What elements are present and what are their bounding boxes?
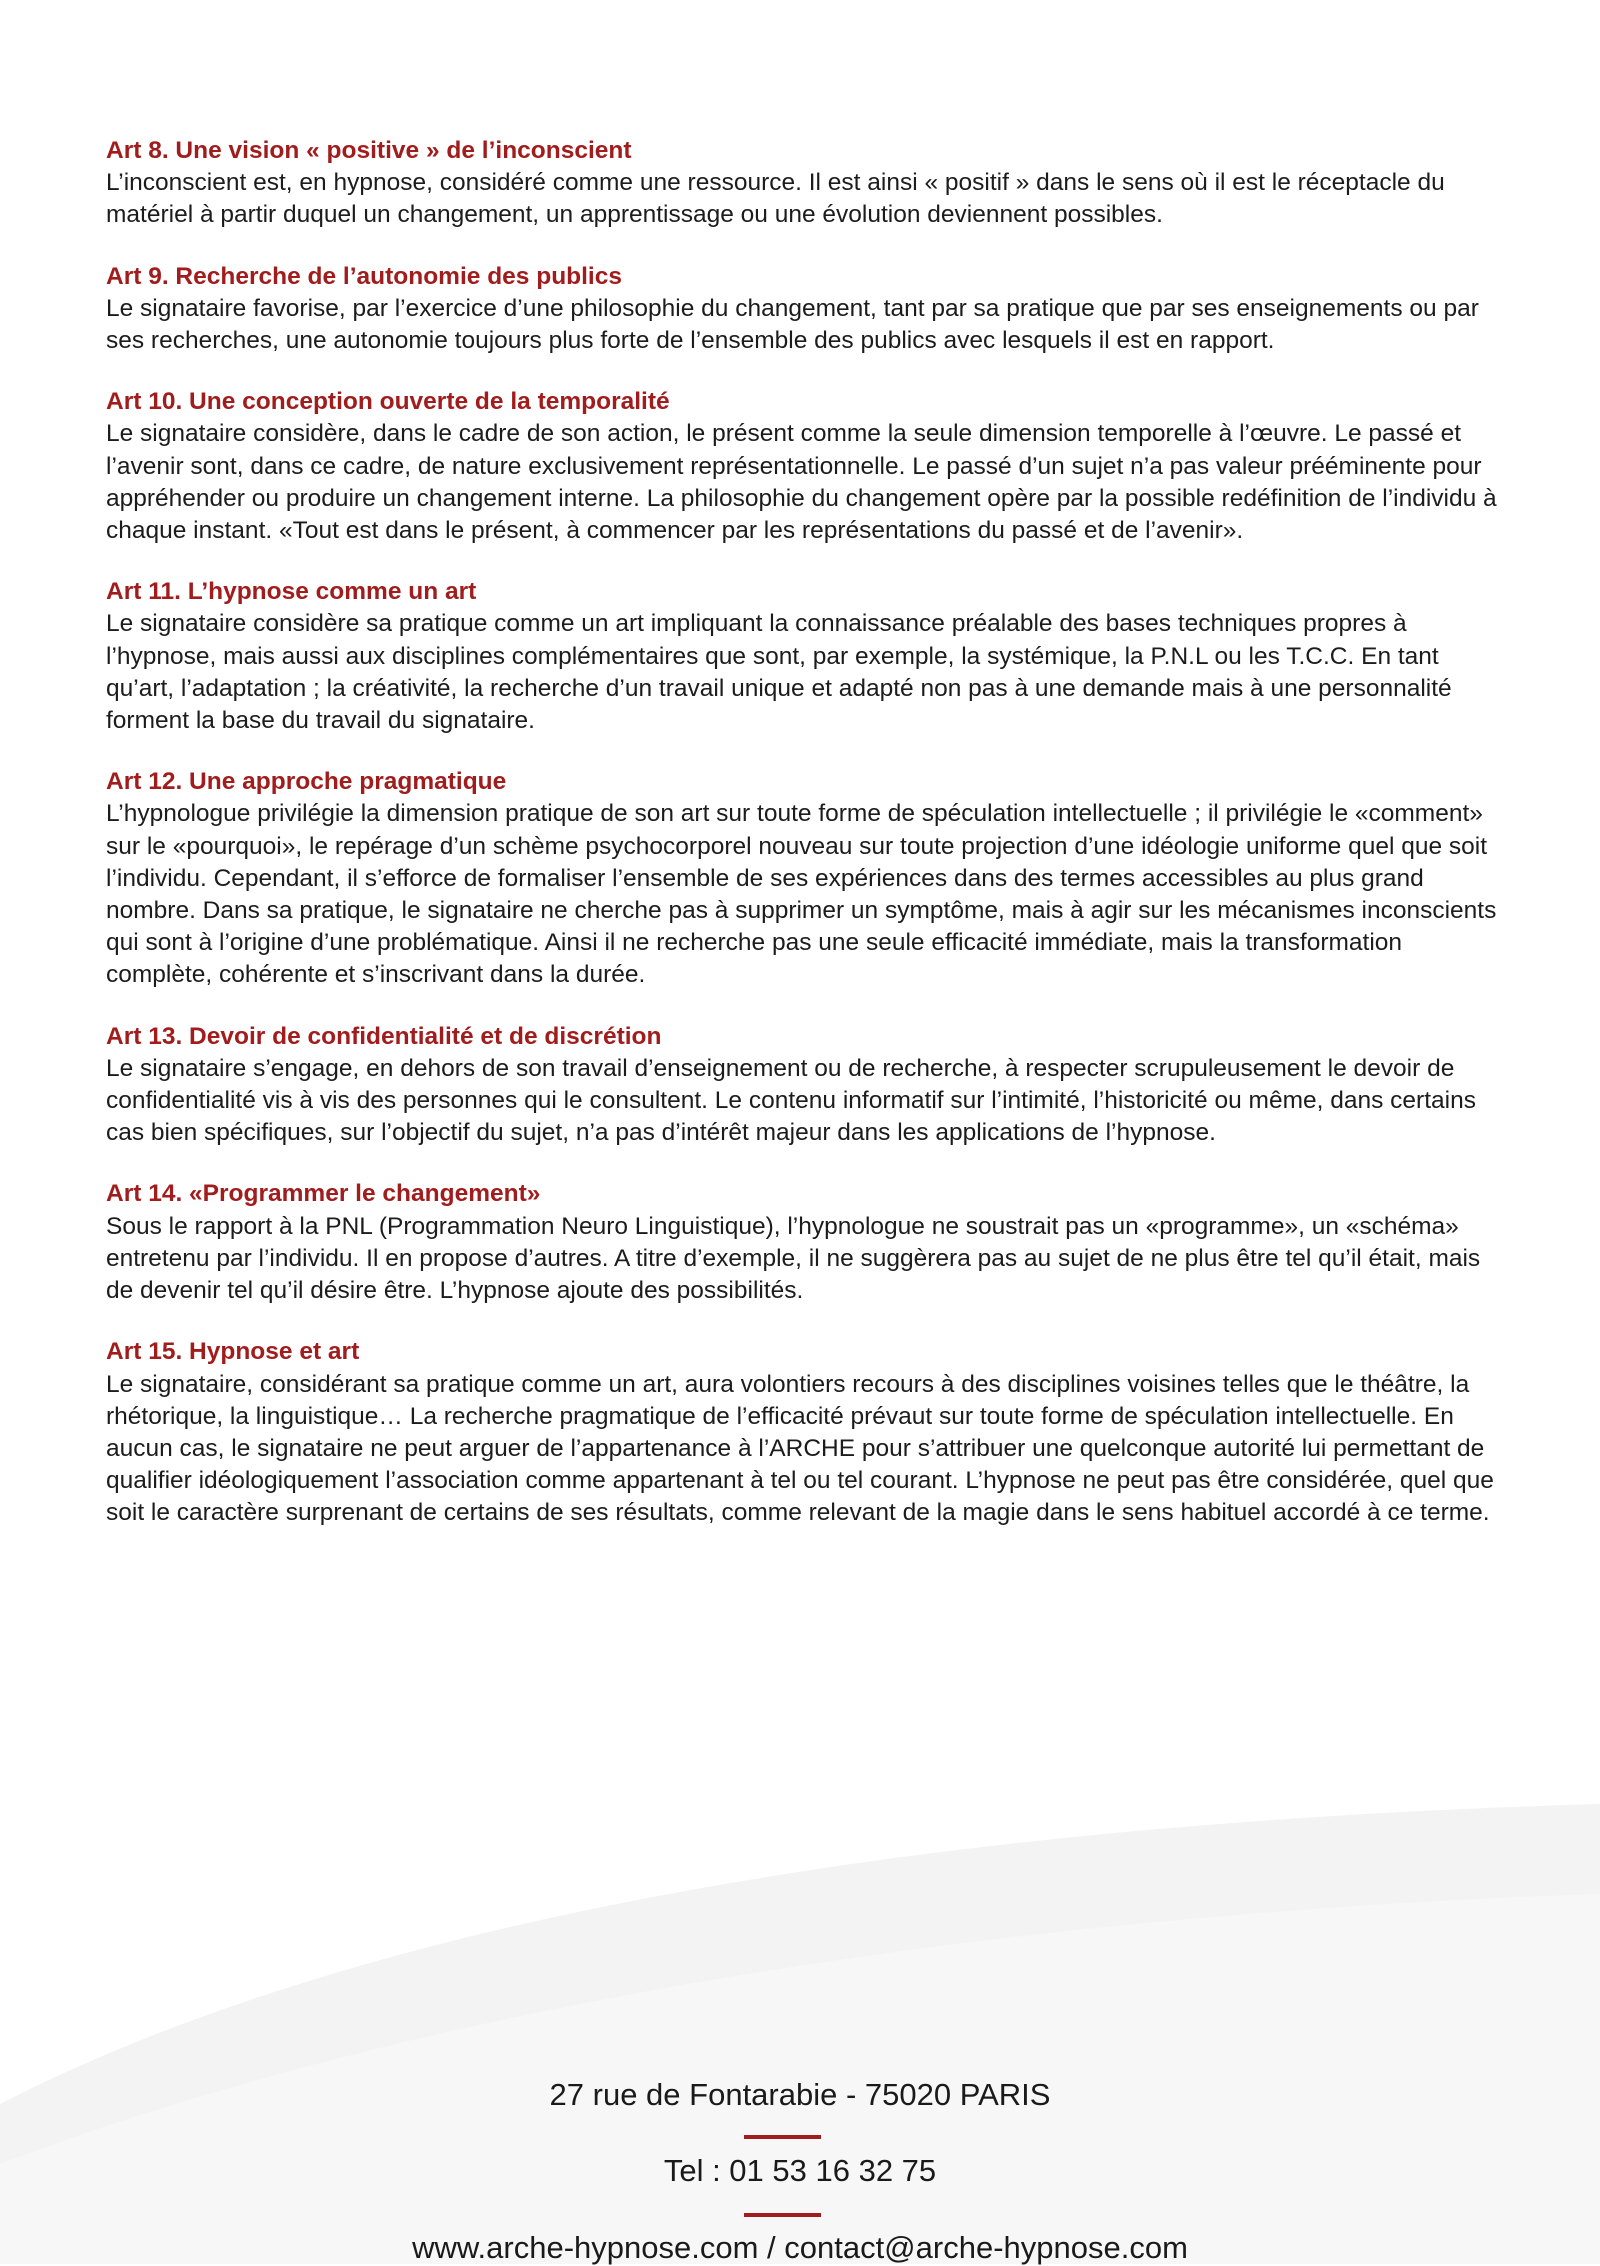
article-title: Art 13. Devoir de confidentialité et de discrétion bbox=[106, 1022, 662, 1050]
article-10 bbox=[106, 386, 1501, 547]
article-body: Sous le rapport à la PNL (Programmation Neuro Linguistique), l’hypnologue ne soustrait pas un «programme», un «schéma» entretenu par l’individu. Il en propose d’autres. A titre d’exemple, il ne suggèrera pas au sujet de ne plus être tel qu’il était, mais de devenir tel qu’il désire être. L’hypnose ajoute des possibilités. bbox=[106, 1212, 1481, 1305]
article-9 bbox=[106, 261, 1501, 358]
articles-section bbox=[106, 135, 1501, 1559]
article-body: Le signataire considère, dans le cadre de son action, le présent comme la seule dimension temporelle à l’œuvre. Le passé et l’avenir sont, dans ce cadre, de nature exclusivement représentationnelle. Le passé d’un sujet n’a pas valeur prééminente pour appréhender ou produire un changement interne. La philosophie du changement opère par la possible redéfinition de l’individu à chaque instant. «Tout est dans le présent, à commencer par les représentations du passé et de l’avenir». bbox=[106, 420, 1497, 545]
article-title: Art 15. Hypnose et art bbox=[106, 1338, 360, 1366]
article-body: Le signataire s’engage, en dehors de son travail d’enseignement ou de recherche, à respecter scrupuleusement le devoir de confidentialité vis à vis des personnes qui le consultent. Le contenu informatif sur l’intimité, l’historicité ou même, dans certains cas bien spécifiques, sur l’objectif du sujet, n’a pas d’intérêt majeur dans les applications de l’hypnose. bbox=[106, 1054, 1476, 1147]
article-title: Art 12. Une approche pragmatique bbox=[106, 768, 507, 796]
footer-divider bbox=[744, 2213, 821, 2217]
article-12 bbox=[106, 766, 1501, 991]
article-body: Le signataire favorise, par l’exercice d’une philosophie du changement, tant par sa pratique que par ses enseignements ou par ses recherches, une autonomie toujours plus forte de l’ensemble des publics avec lesquels il est en rapport. bbox=[106, 294, 1479, 355]
article-11 bbox=[106, 576, 1501, 737]
article-body: L’hypnologue privilégie la dimension pratique de son art sur toute forme de spéculation intellectuelle ; il privilégie le «comment» sur le «pourquoi», le repérage d’un schème psychocorporel nouveau sur toute projection d’une idéologie uniforme quel que soit l’individu. Cependant, il s’efforce de formaliser l’ensemble de ses expériences dans des termes accessibles au plus grand nombre. Dans sa pratique, le signataire ne cherche pas à supprimer un symptôme, mais à agir sur les mécanismes inconscients qui sont à l’origine d’une problématique. Ainsi il ne recherche pas une seule efficacité immédiate, mais la transformation complète, cohérente et s’inscrivant dans la durée. bbox=[106, 800, 1497, 989]
footer-phone bbox=[0, 2153, 1600, 2189]
article-14 bbox=[106, 1178, 1501, 1307]
article-body: L’inconscient est, en hypnose, considéré comme une ressource. Il est ainsi « positif » dans le sens où il est le réceptacle du matériel à partir duquel un changement, un apprentissage ou une évolution deviennent possibles. bbox=[106, 169, 1445, 229]
article-title: Art 10. Une conception ouverte de la temporalité bbox=[106, 388, 670, 416]
article-body: Le signataire, considérant sa pratique comme un art, aura volontiers recours à des disciplines voisines telles que le théâtre, la rhétorique, la linguistique… La recherche pragmatique de l’efficacité prévaut sur toute forme de spéculation intellectuelle. En aucun cas, le signataire ne peut arguer de l’appartenance à l’ARCHE pour s’attribuer une quelconque autorité lui permettant de qualifier idéologiquement l’association comme appartenant à tel ou tel courant. L’hypnose ne peut pas être considérée, quel que soit le caractère surprenant de certains de ses résultats, comme relevant de la magie dans le sens habituel accordé à ce terme. bbox=[106, 1370, 1494, 1527]
footer-web bbox=[0, 2230, 1600, 2266]
article-15 bbox=[106, 1336, 1501, 1529]
background-swoosh bbox=[0, 1804, 1600, 2264]
article-8 bbox=[106, 135, 1501, 232]
article-13 bbox=[106, 1021, 1501, 1150]
website-email-text[interactable]: www.arche-hypnose.com / contact@arche-hypnose.com bbox=[412, 2230, 1188, 2265]
address-text: 27 rue de Fontarabie - 75020 PARIS bbox=[549, 2077, 1051, 2112]
footer-address bbox=[0, 2077, 1600, 2113]
article-title: Art 9. Recherche de l’autonomie des publics bbox=[106, 262, 622, 290]
article-title: Art 11. L’hypnose comme un art bbox=[106, 578, 477, 606]
phone-text: Tel : 01 53 16 32 75 bbox=[663, 2153, 937, 2188]
article-title: Art 8. Une vision « positive » de l’inconscient bbox=[106, 137, 632, 164]
footer-divider bbox=[744, 2135, 821, 2139]
article-title: Art 14. «Programmer le changement» bbox=[106, 1180, 541, 1208]
article-body: Le signataire considère sa pratique comme un art impliquant la connaissance préalable des bases techniques propres à l’hypnose, mais aussi aux disciplines complémentaires que sont, par exemple, la systémique, la P.N.L ou les T.C.C. En tant qu’art, l’adaptation ; la créativité, la recherche d’un travail unique et adapté non pas à une demande mais à une personnalité forment la base du travail du signataire. bbox=[106, 610, 1452, 735]
